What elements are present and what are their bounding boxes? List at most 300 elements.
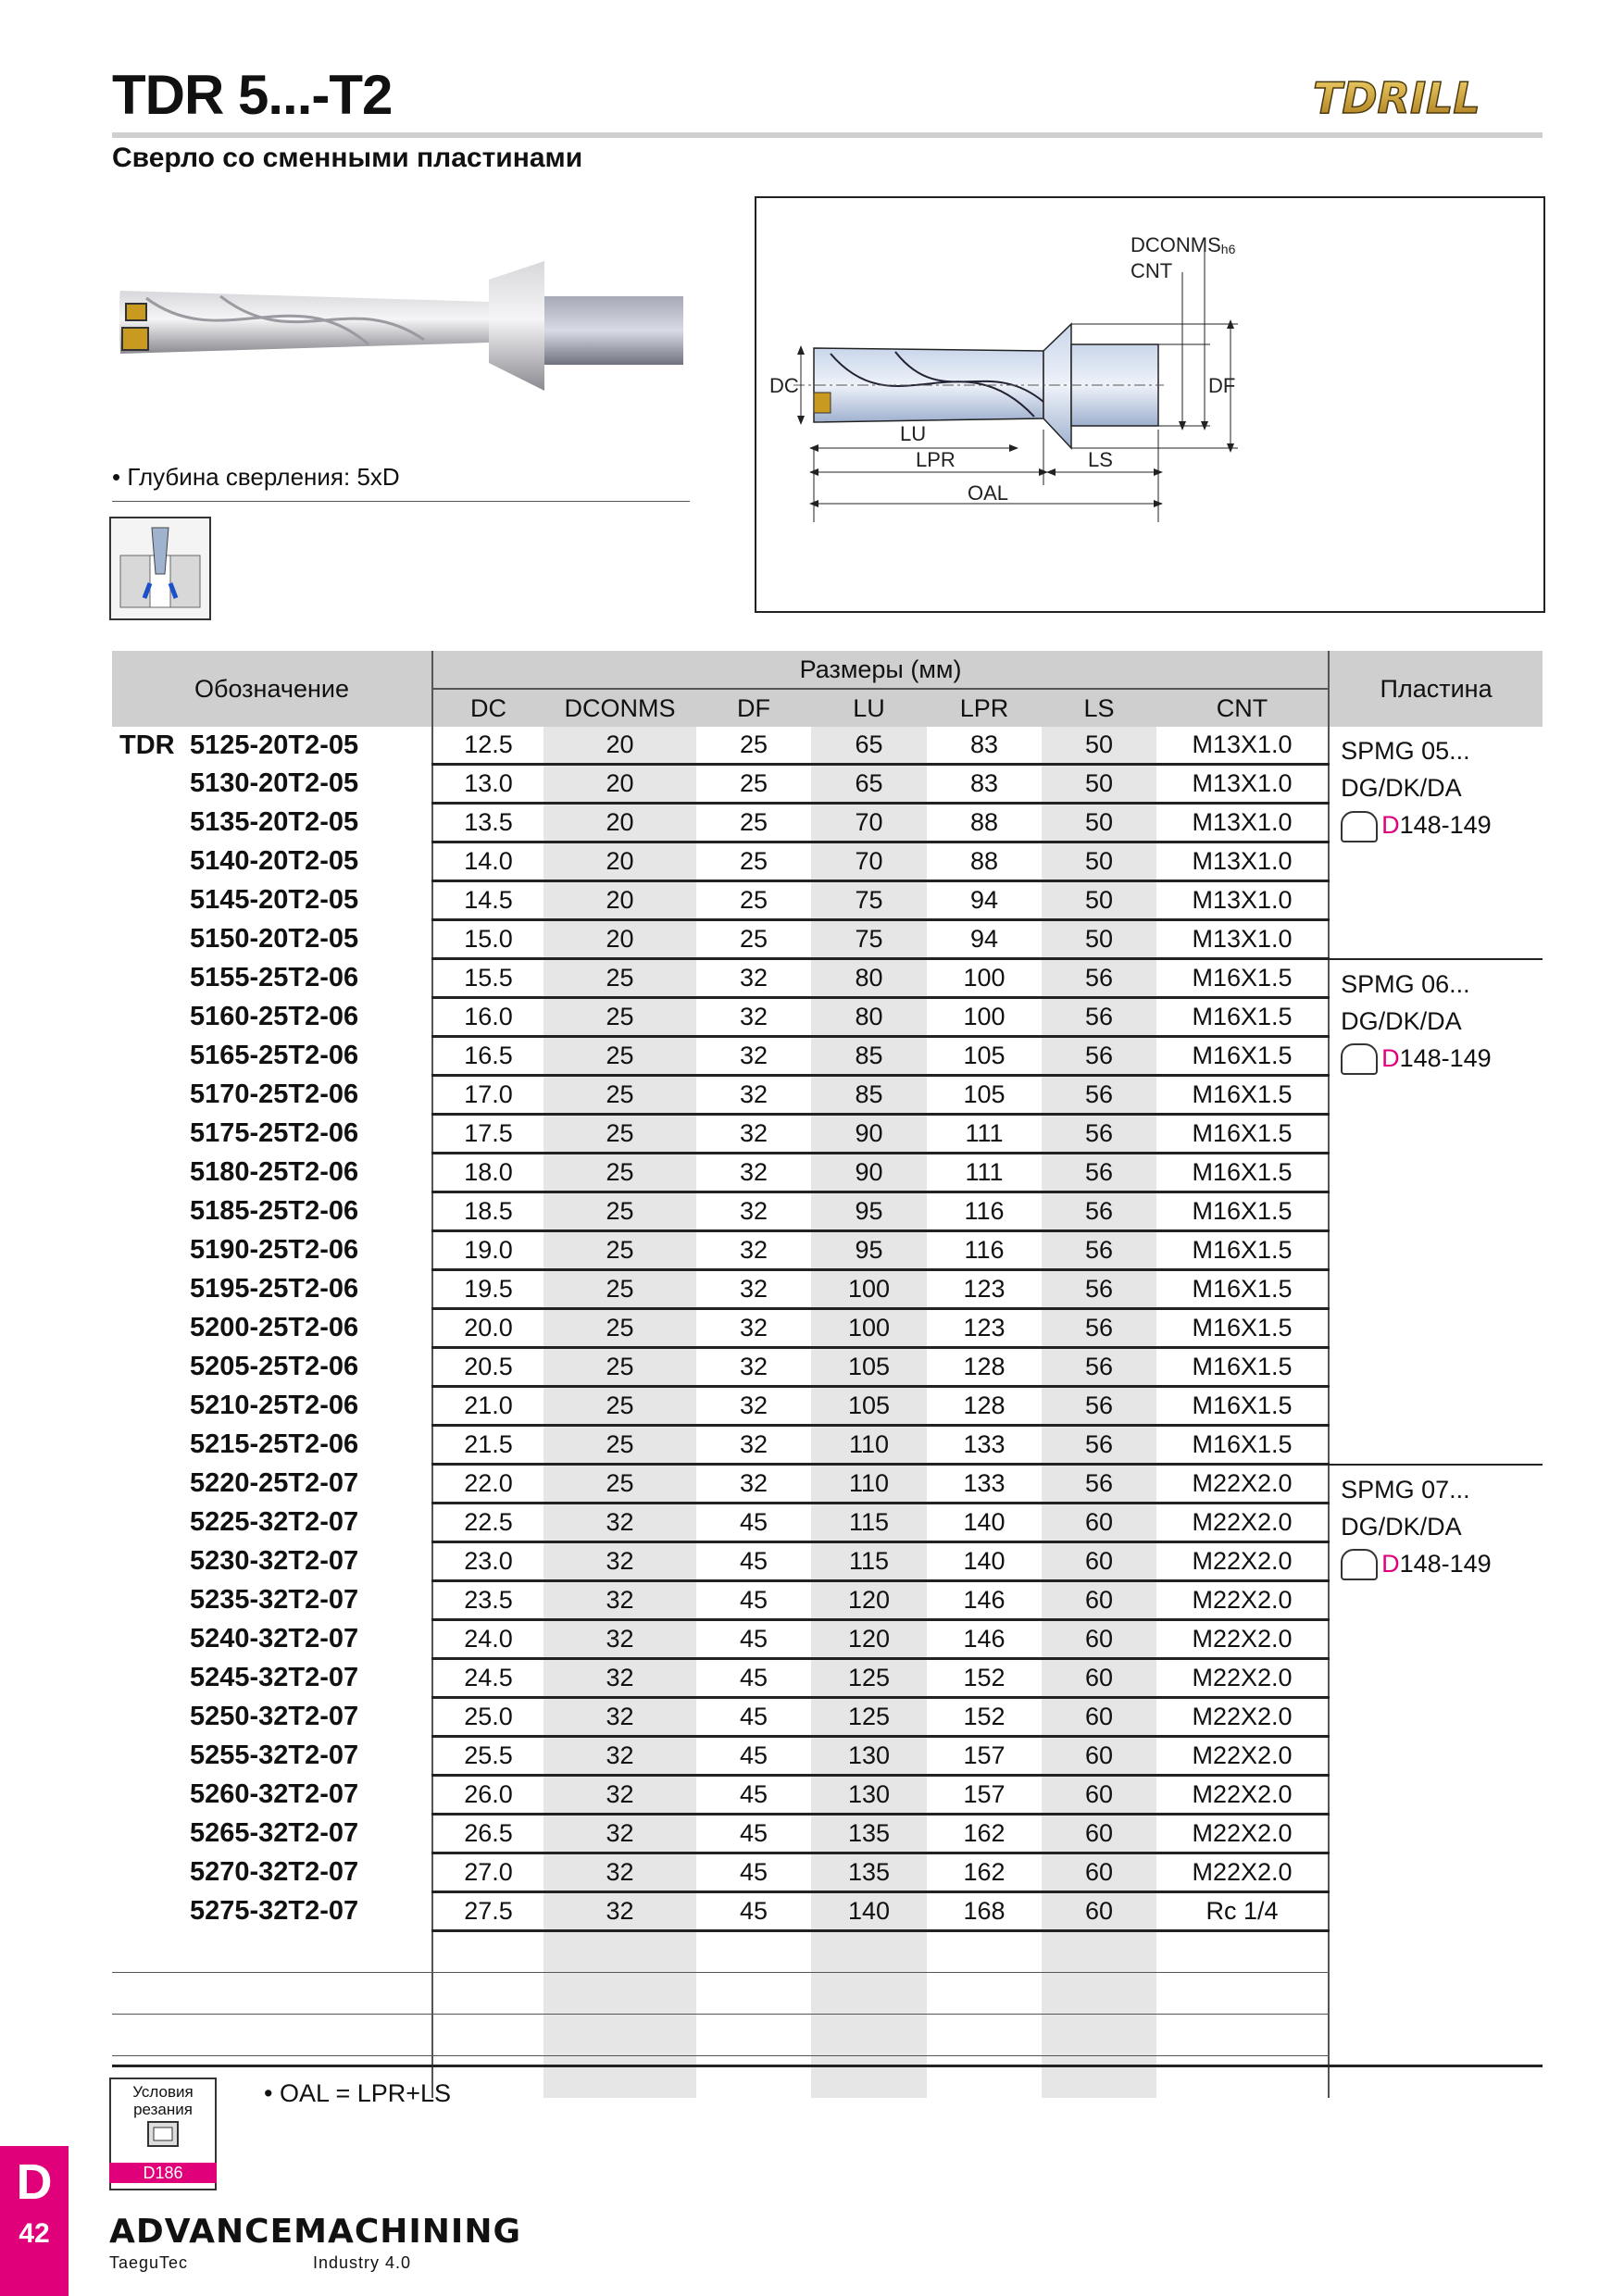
- cell-ls: 56: [1042, 1115, 1156, 1154]
- cell-ls: 50: [1042, 920, 1156, 959]
- empty-cell: [543, 2015, 696, 2056]
- table-row: [112, 1853, 1543, 1892]
- designation-cell: 5195-25T2-06: [190, 1274, 359, 1304]
- cell-df: 45: [696, 1776, 811, 1815]
- cell-cnt: M22X2.0: [1156, 1465, 1329, 1504]
- table-row: [112, 959, 1543, 998]
- brand-logo: ADVANCEMACHINING: [109, 2213, 521, 2251]
- cell-lpr: 123: [927, 1309, 1042, 1348]
- empty-row: [112, 2015, 1543, 2056]
- cell-lpr: 105: [927, 1076, 1042, 1115]
- cell-df: 32: [696, 1037, 811, 1076]
- cell-lpr: 152: [927, 1698, 1042, 1737]
- conditions-icon: [144, 2118, 181, 2150]
- cell-cnt: M16X1.5: [1156, 1270, 1329, 1309]
- empty-cell: [1156, 1931, 1329, 1973]
- drill-photo: [109, 243, 698, 409]
- cell-dc: 25.5: [432, 1737, 543, 1776]
- cell-ls: 56: [1042, 1037, 1156, 1076]
- cell-ls: 56: [1042, 1192, 1156, 1231]
- cell-dc: 14.5: [432, 881, 543, 920]
- cell-ls: 56: [1042, 1348, 1156, 1387]
- label-lpr: LPR: [916, 448, 956, 471]
- cell-df: 45: [696, 1659, 811, 1698]
- designation-cell: 5245-32T2-07: [190, 1663, 359, 1692]
- empty-cell: [696, 1931, 811, 1973]
- insert-cell: [1329, 959, 1543, 1465]
- insert-type: SPMG 07...: [1341, 1475, 1470, 1504]
- table-row: [112, 1465, 1543, 1504]
- cell-dc: 14.0: [432, 842, 543, 881]
- designation-cell: 5140-20T2-05: [190, 846, 359, 876]
- cell-dconms: 32: [543, 1698, 696, 1737]
- cell-dc: 15.5: [432, 959, 543, 998]
- cell-dc: 22.5: [432, 1504, 543, 1542]
- cell-df: 32: [696, 1348, 811, 1387]
- cell-lu: 100: [811, 1270, 927, 1309]
- designation-cell: 5135-20T2-05: [190, 807, 359, 837]
- cell-lpr: 140: [927, 1504, 1042, 1542]
- insert-ref-letter: D: [1381, 1043, 1400, 1072]
- empty-cell: [927, 1931, 1042, 1973]
- cell-dc: 15.0: [432, 920, 543, 959]
- empty-cell: [1329, 1931, 1543, 1973]
- cell-lu: 130: [811, 1737, 927, 1776]
- table-row: [112, 1892, 1543, 1931]
- cell-dc: 23.0: [432, 1542, 543, 1581]
- cell-dc: 19.0: [432, 1231, 543, 1270]
- cell-lu: 115: [811, 1542, 927, 1581]
- table-row: [112, 998, 1543, 1037]
- cell-lpr: 123: [927, 1270, 1042, 1309]
- cell-cnt: M22X2.0: [1156, 1815, 1329, 1853]
- empty-cell: [543, 1973, 696, 2015]
- cell-df: 45: [696, 1620, 811, 1659]
- cell-lpr: 157: [927, 1737, 1042, 1776]
- table-row: [112, 1504, 1543, 1542]
- empty-cell: [927, 1973, 1042, 2015]
- cell-lpr: 157: [927, 1776, 1042, 1815]
- table-bottom-rule: [112, 2065, 1543, 2067]
- cell-df: 32: [696, 1192, 811, 1231]
- cell-df: 45: [696, 1737, 811, 1776]
- designation-cell: 5155-25T2-06: [190, 963, 359, 992]
- cell-ls: 60: [1042, 1776, 1156, 1815]
- table-row: [112, 1231, 1543, 1270]
- cell-cnt: M13X1.0: [1156, 920, 1329, 959]
- cell-ls: 56: [1042, 1076, 1156, 1115]
- cell-cnt: M22X2.0: [1156, 1542, 1329, 1581]
- cell-dconms: 25: [543, 1231, 696, 1270]
- header-designation: Обозначение: [112, 651, 432, 727]
- cell-dconms: 25: [543, 1309, 696, 1348]
- cell-lu: 90: [811, 1115, 927, 1154]
- empty-cell: [432, 1973, 543, 2015]
- empty-cell: [927, 2056, 1042, 2098]
- empty-cell: [696, 2056, 811, 2098]
- cell-lu: 90: [811, 1154, 927, 1192]
- cell-lpr: 133: [927, 1465, 1042, 1504]
- cutting-conditions-label: Условия резания: [132, 2083, 194, 2118]
- cell-dc: 23.5: [432, 1581, 543, 1620]
- cell-df: 45: [696, 1581, 811, 1620]
- empty-cell: [1156, 2056, 1329, 2098]
- cell-ls: 50: [1042, 842, 1156, 881]
- empty-cell: [927, 2015, 1042, 2056]
- cell-dc: 26.0: [432, 1776, 543, 1815]
- designation-cell: 5265-32T2-07: [190, 1818, 359, 1848]
- cell-cnt: M16X1.5: [1156, 1348, 1329, 1387]
- cell-dconms: 20: [543, 804, 696, 842]
- cell-lpr: 162: [927, 1853, 1042, 1892]
- table-row: [112, 1309, 1543, 1348]
- cell-lpr: 128: [927, 1387, 1042, 1426]
- cell-df: 25: [696, 920, 811, 959]
- label-dconms: DCONMSh6: [1131, 233, 1236, 256]
- cell-cnt: M16X1.5: [1156, 1037, 1329, 1076]
- cell-cnt: M22X2.0: [1156, 1698, 1329, 1737]
- cell-dconms: 32: [543, 1737, 696, 1776]
- table-row: [112, 1387, 1543, 1426]
- page-number: 42: [19, 2218, 50, 2249]
- insert-ref-pages: 148-149: [1399, 1043, 1492, 1072]
- designation-cell: 5210-25T2-06: [190, 1391, 359, 1420]
- cell-lu: 115: [811, 1504, 927, 1542]
- cell-lpr: 152: [927, 1659, 1042, 1698]
- cell-ls: 60: [1042, 1620, 1156, 1659]
- cell-lpr: 128: [927, 1348, 1042, 1387]
- cell-dc: 20.0: [432, 1309, 543, 1348]
- cell-lu: 105: [811, 1387, 927, 1426]
- label-ls: LS: [1088, 448, 1113, 471]
- cell-cnt: M13X1.0: [1156, 727, 1329, 765]
- cell-df: 32: [696, 1387, 811, 1426]
- cell-df: 32: [696, 998, 811, 1037]
- insert-geometry: DG/DK/DA: [1341, 1512, 1462, 1541]
- cell-dc: 20.5: [432, 1348, 543, 1387]
- cell-ls: 60: [1042, 1892, 1156, 1931]
- table-row: [112, 1542, 1543, 1581]
- cell-df: 45: [696, 1698, 811, 1737]
- cell-lpr: 146: [927, 1581, 1042, 1620]
- empty-cell: [1042, 2015, 1156, 2056]
- designation-cell: 5205-25T2-06: [190, 1352, 359, 1381]
- cell-dconms: 32: [543, 1776, 696, 1815]
- cell-lpr: 88: [927, 804, 1042, 842]
- cell-dconms: 25: [543, 959, 696, 998]
- section-letter: D: [16, 2154, 53, 2210]
- specification-table: [112, 651, 1543, 2098]
- cell-cnt: M22X2.0: [1156, 1776, 1329, 1815]
- cell-lu: 80: [811, 998, 927, 1037]
- empty-cell: [1042, 1973, 1156, 2015]
- insert-ref[interactable]: [1341, 806, 1543, 843]
- cell-dc: 27.5: [432, 1892, 543, 1931]
- logo-text: TDRILL: [1313, 73, 1480, 123]
- cell-dconms: 32: [543, 1892, 696, 1931]
- designation-cell: 5150-20T2-05: [190, 924, 359, 954]
- label-df: DF: [1208, 374, 1236, 397]
- cell-dconms: 20: [543, 727, 696, 765]
- cell-dc: 17.5: [432, 1115, 543, 1154]
- cell-ls: 60: [1042, 1853, 1156, 1892]
- cell-lpr: 100: [927, 959, 1042, 998]
- cell-ls: 50: [1042, 765, 1156, 804]
- empty-cell: [811, 2056, 927, 2098]
- tdrill-logo: [1305, 67, 1546, 126]
- cell-df: 32: [696, 1154, 811, 1192]
- cell-dc: 22.0: [432, 1465, 543, 1504]
- cell-lu: 70: [811, 842, 927, 881]
- insert-ref-letter: D: [1381, 811, 1400, 839]
- empty-cell: [432, 2015, 543, 2056]
- designation-cell: 5165-25T2-06: [190, 1041, 359, 1070]
- cell-ls: 56: [1042, 1309, 1156, 1348]
- cell-dc: 13.0: [432, 765, 543, 804]
- cell-cnt: M13X1.0: [1156, 881, 1329, 920]
- cell-ls: 50: [1042, 804, 1156, 842]
- cell-ls: 56: [1042, 1426, 1156, 1465]
- cell-lpr: 116: [927, 1192, 1042, 1231]
- cell-cnt: M16X1.5: [1156, 1309, 1329, 1348]
- table-row: [112, 1037, 1543, 1076]
- catalog-book-icon: [1341, 1549, 1378, 1580]
- cell-dc: 24.5: [432, 1659, 543, 1698]
- table-row: [112, 920, 1543, 959]
- designation-cell: 5160-25T2-06: [190, 1002, 359, 1031]
- cell-ls: 60: [1042, 1581, 1156, 1620]
- cell-lpr: 105: [927, 1037, 1042, 1076]
- header-lu: LU: [811, 689, 927, 727]
- table-row: [112, 1815, 1543, 1853]
- cutting-conditions-ref[interactable]: D186: [109, 2163, 217, 2183]
- cell-dconms: 25: [543, 1426, 696, 1465]
- empty-cell: [543, 2056, 696, 2098]
- empty-cell: [112, 1973, 432, 2015]
- designation-cell: 5225-32T2-07: [190, 1507, 359, 1537]
- cell-dc: 27.0: [432, 1853, 543, 1892]
- cell-df: 32: [696, 1309, 811, 1348]
- empty-cell: [1156, 2015, 1329, 2056]
- cell-lu: 130: [811, 1776, 927, 1815]
- label-lu: LU: [900, 422, 927, 445]
- cell-cnt: M22X2.0: [1156, 1853, 1329, 1892]
- designation-cell: 5220-25T2-07: [190, 1468, 359, 1498]
- cell-dc: 19.5: [432, 1270, 543, 1309]
- cell-lu: 125: [811, 1698, 927, 1737]
- insert-cell: [1329, 1465, 1543, 1931]
- cell-lpr: 140: [927, 1542, 1042, 1581]
- cell-cnt: M16X1.5: [1156, 1387, 1329, 1426]
- designation-cell: 5175-25T2-06: [190, 1118, 359, 1148]
- header-lpr: LPR: [927, 689, 1042, 727]
- page-subtitle: Сверло со сменными пластинами: [112, 143, 583, 173]
- designation-cell: 5215-25T2-06: [190, 1429, 359, 1459]
- cell-lu: 100: [811, 1309, 927, 1348]
- cell-dc: 16.0: [432, 998, 543, 1037]
- table-row: [112, 765, 1543, 804]
- cell-lu: 140: [811, 1892, 927, 1931]
- cell-dconms: 25: [543, 1037, 696, 1076]
- cell-dc: 12.5: [432, 727, 543, 765]
- table-row: [112, 1426, 1543, 1465]
- cell-df: 25: [696, 765, 811, 804]
- designation-cell: TDR 5125-20T2-05: [112, 727, 432, 765]
- cell-lu: 135: [811, 1815, 927, 1853]
- cell-cnt: M13X1.0: [1156, 765, 1329, 804]
- header-ls: LS: [1042, 689, 1156, 727]
- note-divider: [112, 501, 690, 502]
- cell-cnt: M22X2.0: [1156, 1620, 1329, 1659]
- insert-ref-pages: 148-149: [1399, 811, 1492, 839]
- brand-sub-left: TaeguTec: [109, 2253, 189, 2272]
- cell-df: 25: [696, 881, 811, 920]
- table-row: [112, 881, 1543, 920]
- cell-lu: 85: [811, 1076, 927, 1115]
- cell-lu: 85: [811, 1037, 927, 1076]
- catalog-book-icon: [1341, 1043, 1378, 1075]
- cell-df: 32: [696, 1231, 811, 1270]
- cell-df: 32: [696, 1465, 811, 1504]
- cell-df: 32: [696, 959, 811, 998]
- cell-lpr: 133: [927, 1426, 1042, 1465]
- cell-dconms: 25: [543, 1465, 696, 1504]
- table-row: [112, 1698, 1543, 1737]
- cell-cnt: M22X2.0: [1156, 1504, 1329, 1542]
- empty-cell: [1042, 2056, 1156, 2098]
- insert-type: SPMG 06...: [1341, 969, 1470, 998]
- cell-dconms: 32: [543, 1504, 696, 1542]
- insert-ref[interactable]: [1341, 1545, 1543, 1582]
- empty-cell: [1329, 1973, 1543, 2015]
- cell-lpr: 162: [927, 1815, 1042, 1853]
- cell-dconms: 25: [543, 1192, 696, 1231]
- designation-cell: 5130-20T2-05: [190, 768, 359, 798]
- cell-dc: 21.0: [432, 1387, 543, 1426]
- empty-cell: [811, 1973, 927, 2015]
- cell-df: 32: [696, 1076, 811, 1115]
- header-dc: DC: [432, 689, 543, 727]
- cell-lpr: 111: [927, 1154, 1042, 1192]
- cell-lu: 120: [811, 1620, 927, 1659]
- cell-lpr: 83: [927, 765, 1042, 804]
- cell-lu: 75: [811, 920, 927, 959]
- insert-ref[interactable]: [1341, 1040, 1543, 1077]
- cell-dconms: 25: [543, 1076, 696, 1115]
- cell-dc: 18.0: [432, 1154, 543, 1192]
- catalog-book-icon: [1341, 811, 1378, 842]
- cell-df: 32: [696, 1426, 811, 1465]
- cell-dconms: 20: [543, 765, 696, 804]
- cell-dconms: 32: [543, 1659, 696, 1698]
- cell-cnt: Rc 1/4: [1156, 1892, 1329, 1931]
- empty-row: [112, 1931, 1543, 1973]
- insert-ref-letter: D: [1381, 1549, 1400, 1578]
- designation-cell: 5270-32T2-07: [190, 1857, 359, 1887]
- cell-lpr: 88: [927, 842, 1042, 881]
- table-row: [112, 842, 1543, 881]
- table-row: [112, 1192, 1543, 1231]
- empty-cell: [1156, 1973, 1329, 2015]
- table-row: [112, 1270, 1543, 1309]
- cell-dc: 26.5: [432, 1815, 543, 1853]
- table-row: [112, 1115, 1543, 1154]
- cell-dconms: 32: [543, 1542, 696, 1581]
- cell-lu: 65: [811, 765, 927, 804]
- insert-type: SPMG 05...: [1341, 737, 1470, 765]
- cell-cnt: M13X1.0: [1156, 842, 1329, 881]
- cell-ls: 60: [1042, 1659, 1156, 1698]
- cell-lu: 135: [811, 1853, 927, 1892]
- cell-ls: 56: [1042, 1270, 1156, 1309]
- page-title: TDR 5...-T2: [112, 64, 393, 126]
- cell-df: 32: [696, 1270, 811, 1309]
- cell-dconms: 25: [543, 1115, 696, 1154]
- cell-ls: 60: [1042, 1698, 1156, 1737]
- empty-cell: [696, 2015, 811, 2056]
- cell-cnt: M22X2.0: [1156, 1659, 1329, 1698]
- cell-cnt: M16X1.5: [1156, 1192, 1329, 1231]
- brand-sub-right: Industry 4.0: [313, 2253, 412, 2272]
- table-row: [112, 1348, 1543, 1387]
- cell-dconms: 25: [543, 1387, 696, 1426]
- empty-cell: [543, 1931, 696, 1973]
- empty-cell: [1042, 1931, 1156, 1973]
- cell-ls: 56: [1042, 998, 1156, 1037]
- cell-dconms: 32: [543, 1815, 696, 1853]
- empty-cell: [811, 2015, 927, 2056]
- table-row: [112, 727, 1543, 765]
- label-dc: DC: [769, 374, 799, 397]
- cell-dconms: 20: [543, 920, 696, 959]
- cell-lpr: 116: [927, 1231, 1042, 1270]
- designation-cell: 5235-32T2-07: [190, 1585, 359, 1615]
- designation-cell: 5200-25T2-06: [190, 1313, 359, 1342]
- cell-ls: 56: [1042, 1231, 1156, 1270]
- cell-cnt: M16X1.5: [1156, 1115, 1329, 1154]
- insert-cell: [1329, 727, 1543, 959]
- cell-df: 45: [696, 1504, 811, 1542]
- cell-ls: 50: [1042, 727, 1156, 765]
- designation-cell: 5260-32T2-07: [190, 1779, 359, 1809]
- cell-lu: 125: [811, 1659, 927, 1698]
- cell-lpr: 100: [927, 998, 1042, 1037]
- cell-dconms: 25: [543, 998, 696, 1037]
- cell-ls: 60: [1042, 1542, 1156, 1581]
- designation-cell: 5170-25T2-06: [190, 1079, 359, 1109]
- cell-dconms: 32: [543, 1581, 696, 1620]
- cell-dconms: 25: [543, 1154, 696, 1192]
- drilling-depth-note: • Глубина сверления: 5xD: [112, 463, 400, 491]
- cell-cnt: M13X1.0: [1156, 804, 1329, 842]
- empty-cell: [1329, 2056, 1543, 2098]
- cell-lu: 95: [811, 1192, 927, 1231]
- cell-lu: 95: [811, 1231, 927, 1270]
- cell-lu: 80: [811, 959, 927, 998]
- empty-cell: [432, 1931, 543, 1973]
- designation-cell: 5250-32T2-07: [190, 1702, 359, 1731]
- label-oal: OAL: [968, 481, 1009, 505]
- cell-df: 45: [696, 1853, 811, 1892]
- empty-cell: [811, 1931, 927, 1973]
- cell-df: 45: [696, 1815, 811, 1853]
- cell-dconms: 32: [543, 1853, 696, 1892]
- header-cnt: CNT: [1156, 689, 1329, 727]
- empty-cell: [112, 2015, 432, 2056]
- header-insert: Пластина: [1329, 651, 1543, 727]
- cell-dc: 25.0: [432, 1698, 543, 1737]
- drill-dimension-diagram: [755, 196, 1545, 613]
